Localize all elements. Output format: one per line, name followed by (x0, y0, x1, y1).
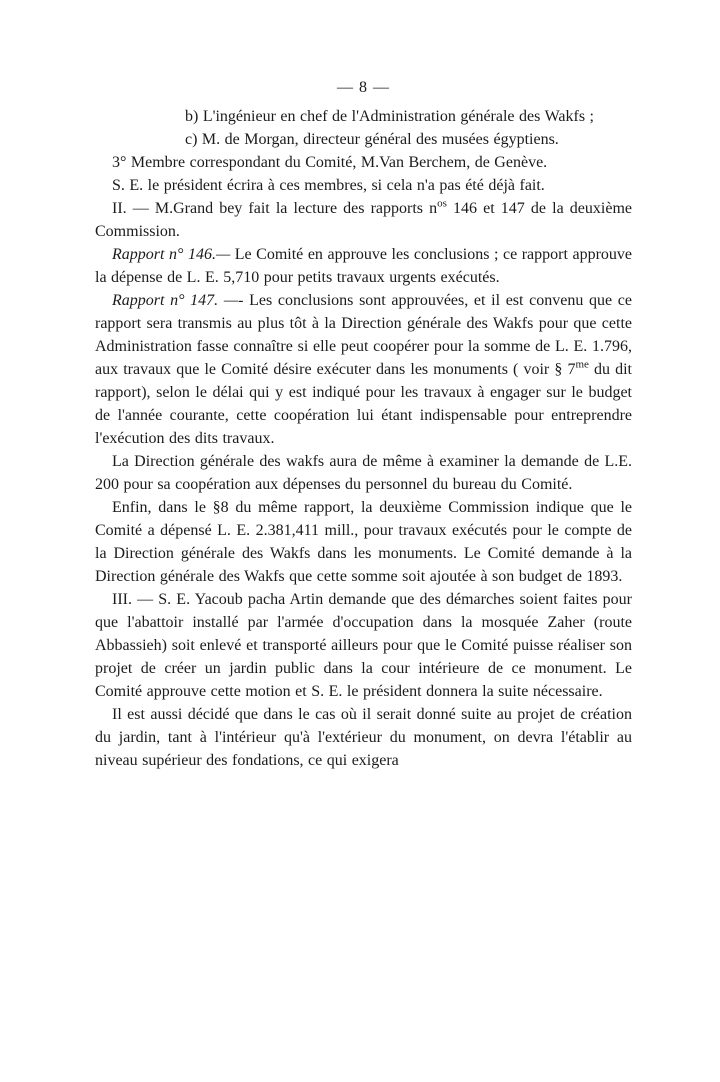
paragraph-rapport-146 (95, 243, 632, 289)
rapport-147-superscript: me (575, 358, 589, 371)
paragraph-member-correspondant: 3° Membre correspondant du Comité, M.Van Berchem, de Genève. (112, 154, 548, 171)
paragraph-jardin-fondations: Il est aussi décidé que dans le cas où il serait donné suite au projet de création du jardin, tant à l'intérieur qu'à l'extérieur du monument, on devra l'établir au niveau supérieur des fondations, ce qui exigera (95, 706, 632, 769)
paragraph-president-ecrira: S. E. le président écrira à ces membres, si cela n'a pas été déjà fait. (112, 177, 545, 194)
rapport-147-label: Rapport n° 147. —- (112, 292, 244, 309)
rapport-147-text-post: du dit rapport), selon le délai qui y est indiqué pour les travaux à engager sur le budget de l'année courante, cette coopération lui étant indispensable pour entreprendre l'exécution des dits travaux. (95, 361, 633, 447)
paragraph-section-ii (95, 197, 632, 243)
rapport-146-label: Rapport n° 146.— (112, 246, 231, 263)
paragraph-enfin-budget: Enfin, dans le §8 du même rapport, la deuxième Commission indique que le Comité a dépensé L. E. 2.381,411 mill., pour travaux exécutés pour le compte de la Direction générale des Wakfs dans les monuments. Le Comité demande à la Direction générale des Wakfs que cette somme soit ajoutée à son budget de 1893. (95, 499, 632, 585)
list-item-b: b) L'ingénieur en chef de l'Administration générale des Wakfs ; (185, 108, 594, 125)
section-ii-text-pre: II. — M.Grand bey fait la lecture des rapports n (112, 200, 438, 217)
paragraph-section-iii: III. — S. E. Yacoub pacha Artin demande que des démarches soient faites pour que l'abattoir installé par l'armée d'occupation dans la mosquée Zaher (route Abbassieh) soit enlevé et transporté ailleurs pour que le Comité puisse réaliser son projet de créer un jardin public dans la cour intérieure de ce monument. Le Comité approuve cette motion et S. E. le président donnera la suite nécessaire. (95, 591, 632, 700)
paragraph-direction-wakfs: La Direction générale des wakfs aura de même à examiner la demande de L.E. 200 pour sa coopération aux dépenses du personnel du bureau du Comité. (95, 453, 632, 493)
section-ii-text-post: 146 et 147 de la deuxième Commission. (95, 200, 632, 240)
rapport-146-text: Le Comité en approuve les conclusions ; ce rapport approuve la dépense de L. E. 5,710 pour petits travaux urgents exécutés. (95, 246, 633, 286)
page-number: — 8 — (337, 79, 390, 96)
rapport-147-text-pre: Les conclusions sont approuvées, et il est convenu que ce rapport sera transmis au plus tôt à la Direction générale des Wakfs pour que cette Administration fasse connaître si elle peut coopérer pour la somme de L. E. 1.796, aux travaux que le Comité désire exécuter dans les monuments ( voir § 7 (95, 292, 632, 378)
list-item-c: c) M. de Morgan, directeur général des musées égyptiens. (185, 131, 559, 148)
paragraph-rapport-147 (95, 289, 632, 450)
section-ii-superscript: os (437, 197, 447, 210)
